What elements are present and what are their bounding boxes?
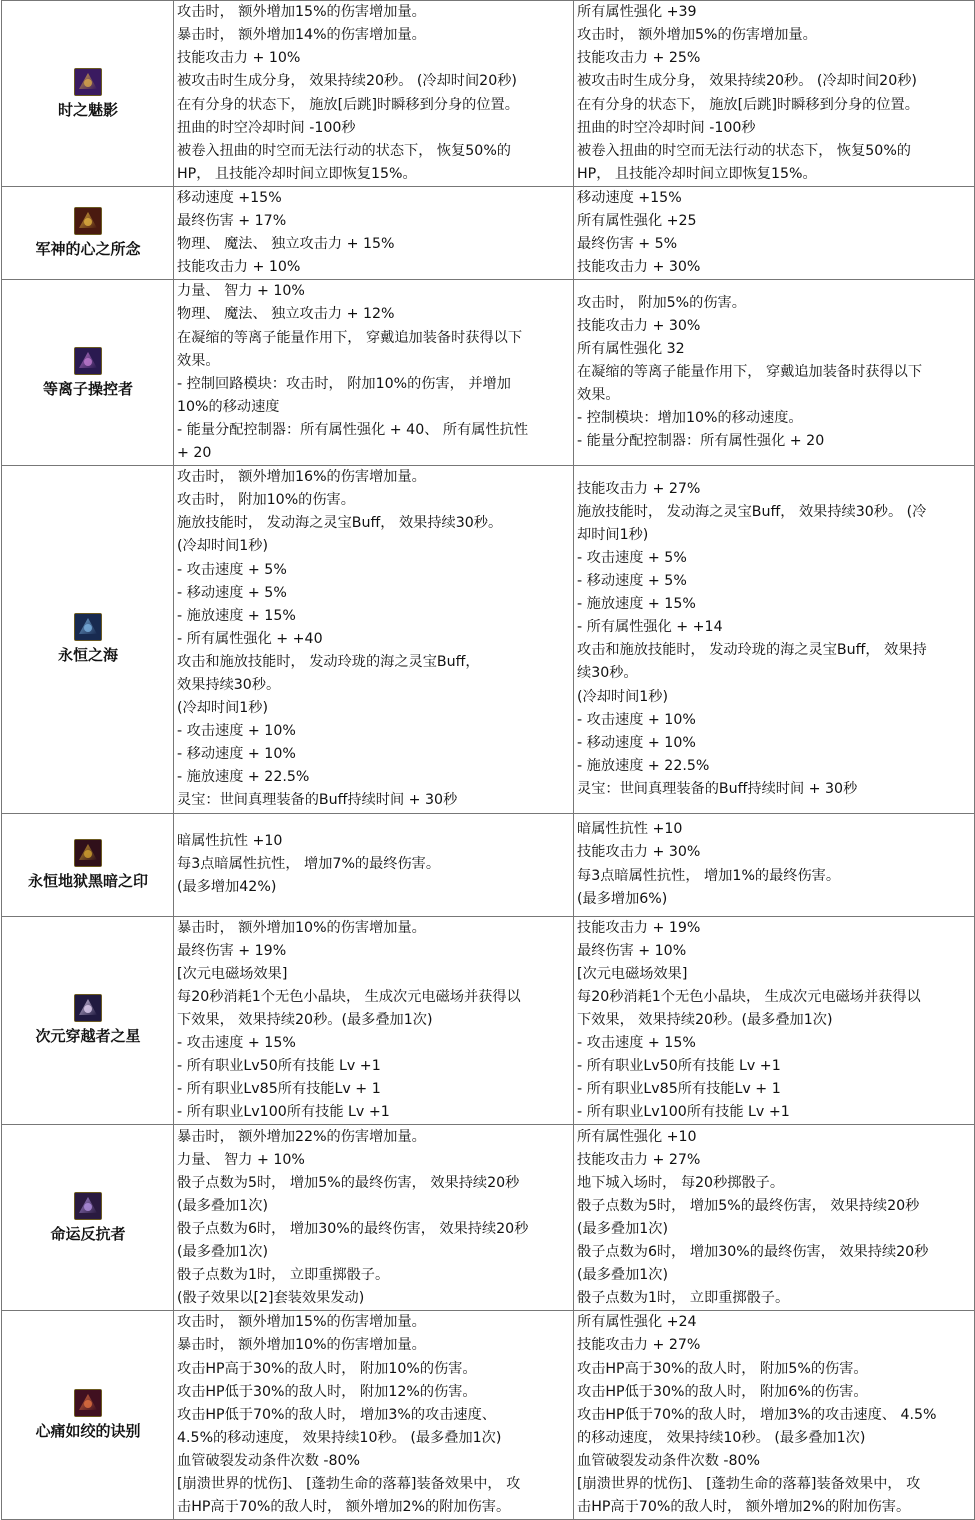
effect-line: 最终伤害 + 17% bbox=[177, 213, 287, 230]
effect-line: 每20秒消耗1个无色小晶块， 生成次元电磁场并获得以 bbox=[177, 988, 521, 1005]
effect-line: 攻击时， 额外增加16%的伤害增加量。 bbox=[177, 469, 426, 486]
effect-cell-original bbox=[174, 466, 574, 813]
effect-line: 效果。 bbox=[177, 352, 220, 369]
equipment-name: 永恒之海 bbox=[57, 646, 118, 665]
effect-line: - 施放速度 + 22.5% bbox=[177, 769, 310, 786]
effect-line: 扭曲的时空冷却时间 -100秒 bbox=[577, 119, 756, 136]
equipment-name-cell bbox=[2, 916, 174, 1125]
effect-line: 10%的移动速度 bbox=[177, 398, 280, 415]
effect-line: 却时间1秒) bbox=[577, 526, 649, 543]
effect-line: 在凝缩的等离子能量作用下， 穿戴追加装备时获得以下 bbox=[177, 329, 523, 346]
equipment-name-cell bbox=[2, 187, 174, 280]
equipment-name: 军神的心之所念 bbox=[35, 240, 141, 259]
effect-line: 攻击HP低于30%的敌人时， 附加6%的伤害。 bbox=[577, 1383, 868, 1400]
effect-line: 被卷入扭曲的时空而无法行动的状态下， 恢复50%的 bbox=[577, 142, 911, 159]
effect-line: (最多叠加1次) bbox=[577, 1220, 669, 1237]
equipment-name: 次元穿越者之星 bbox=[35, 1027, 141, 1046]
effect-cell-upgraded bbox=[574, 1311, 975, 1520]
effect-line: - 移动速度 + 10% bbox=[577, 734, 696, 751]
effect-cell-upgraded bbox=[574, 1, 975, 187]
effect-line: 技能攻击力 + 30% bbox=[577, 259, 701, 276]
effect-line: 技能攻击力 + 10% bbox=[177, 50, 301, 67]
effect-line: + 20 bbox=[177, 445, 212, 462]
equipment-row bbox=[2, 1311, 975, 1520]
equipment-name: 时之魅影 bbox=[57, 100, 118, 119]
effect-line: 技能攻击力 + 30% bbox=[577, 844, 701, 861]
effect-line: [次元电磁场效果] bbox=[577, 965, 688, 982]
effect-cell-upgraded bbox=[574, 813, 975, 916]
effect-line: 地下城入场时， 每20秒掷骰子。 bbox=[577, 1174, 785, 1191]
effect-line: 扭曲的时空冷却时间 -100秒 bbox=[177, 119, 356, 136]
effect-line: 攻击HP高于30%的敌人时， 附加10%的伤害。 bbox=[177, 1360, 477, 1377]
effect-line: 骰子点数为1时， 立即重掷骰子。 bbox=[577, 1290, 790, 1307]
effect-line: 力量、 智力 + 10% bbox=[177, 1151, 305, 1168]
effect-line: 物理、 魔法、 独立攻击力 + 15% bbox=[177, 236, 395, 253]
effect-line: HP， 且技能冷却时间立即恢复15%。 bbox=[577, 165, 817, 182]
effect-line: 暴击时， 额外增加14%的伤害增加量。 bbox=[177, 27, 426, 44]
effect-line: - 所有职业Lv85所有技能Lv + 1 bbox=[177, 1081, 381, 1098]
effect-line: - 攻击速度 + 10% bbox=[577, 711, 696, 728]
effect-line: - 移动速度 + 5% bbox=[577, 573, 687, 590]
equipment-comparison-table bbox=[1, 0, 975, 1520]
effect-line: 技能攻击力 + 19% bbox=[577, 919, 701, 936]
effect-line: 被攻击时生成分身， 效果持续20秒。 (冷却时间20秒) bbox=[177, 73, 517, 90]
equipment-name: 永恒地狱黑暗之印 bbox=[27, 871, 148, 890]
effect-line: - 所有属性强化 + +14 bbox=[577, 619, 723, 636]
effect-line: 血管破裂发动条件次数 -80% bbox=[177, 1452, 361, 1469]
effect-line: 所有属性强化 32 bbox=[577, 341, 685, 358]
effect-cell-original bbox=[174, 1311, 574, 1520]
effect-line: 攻击时， 附加10%的伤害。 bbox=[177, 492, 355, 509]
equipment-name-cell bbox=[2, 1125, 174, 1311]
effect-line: 击HP高于70%的敌人时， 额外增加2%的附加伤害。 bbox=[177, 1499, 511, 1516]
equipment-row bbox=[2, 466, 975, 813]
heartbreaking-farewell-icon bbox=[74, 1389, 102, 1417]
effect-cell-upgraded bbox=[574, 466, 975, 813]
effect-line: 技能攻击力 + 10% bbox=[177, 259, 301, 276]
effect-line: - 施放速度 + 22.5% bbox=[577, 757, 710, 774]
equipment-row bbox=[2, 1, 975, 187]
effect-line: (冷却时间1秒) bbox=[177, 538, 269, 555]
effect-line: - 施放速度 + 15% bbox=[177, 607, 296, 624]
equipment-row bbox=[2, 916, 975, 1125]
effect-line: 下效果， 效果持续20秒。(最多叠加1次) bbox=[177, 1011, 433, 1028]
effect-cell-original bbox=[174, 1125, 574, 1311]
effect-line: (最多增加42%) bbox=[177, 879, 277, 896]
effect-line: - 移动速度 + 10% bbox=[177, 746, 296, 763]
effect-line: 每3点暗属性抗性， 增加1%的最终伤害。 bbox=[577, 867, 841, 884]
equipment-name: 命运反抗者 bbox=[50, 1224, 126, 1243]
effect-line: 骰子点数为6时， 增加30%的最终伤害， 效果持续20秒 bbox=[577, 1243, 929, 1260]
effect-line: 每20秒消耗1个无色小晶块， 生成次元电磁场并获得以 bbox=[577, 988, 921, 1005]
eternal-sea-icon bbox=[74, 613, 102, 641]
effect-line: 的移动速度， 效果持续10秒。 (最多叠加1次) bbox=[577, 1429, 866, 1446]
effect-line: 攻击时， 额外增加15%的伤害增加量。 bbox=[177, 4, 426, 21]
effect-line: 血管破裂发动条件次数 -80% bbox=[577, 1452, 761, 1469]
effect-line: 骰子点数为1时， 立即重掷骰子。 bbox=[177, 1267, 390, 1284]
equipment-row bbox=[2, 187, 975, 280]
effect-line: - 所有职业Lv50所有技能 Lv +1 bbox=[177, 1058, 381, 1075]
effect-line: 所有属性强化 +39 bbox=[577, 4, 697, 21]
effect-line: [崩溃世界的忧伤]、 [蓬勃生命的落幕]装备效果中， 攻 bbox=[177, 1476, 521, 1493]
equipment-name: 等离子操控者 bbox=[42, 379, 133, 398]
equipment-row bbox=[2, 1125, 975, 1311]
effect-line: 技能攻击力 + 30% bbox=[577, 318, 701, 335]
effect-line: 最终伤害 + 19% bbox=[177, 942, 287, 959]
effect-cell-original bbox=[174, 280, 574, 466]
effect-line: (最多叠加1次) bbox=[177, 1243, 269, 1260]
equipment-name-cell bbox=[2, 1311, 174, 1520]
effect-line: - 所有职业Lv50所有技能 Lv +1 bbox=[577, 1058, 781, 1075]
dimension-traveler-star-icon bbox=[74, 994, 102, 1022]
effect-line: 物理、 魔法、 独立攻击力 + 12% bbox=[177, 306, 395, 323]
effect-line: - 所有职业Lv100所有技能 Lv +1 bbox=[177, 1104, 390, 1121]
effect-cell-original bbox=[174, 916, 574, 1125]
effect-line: (冷却时间1秒) bbox=[177, 700, 269, 717]
effect-line: 效果持续30秒。 bbox=[177, 676, 281, 693]
effect-line: 攻击HP高于30%的敌人时， 附加5%的伤害。 bbox=[577, 1360, 868, 1377]
effect-line: 被卷入扭曲的时空而无法行动的状态下， 恢复50%的 bbox=[177, 142, 511, 159]
effect-line: - 所有职业Lv85所有技能Lv + 1 bbox=[577, 1081, 781, 1098]
effect-cell-original bbox=[174, 187, 574, 280]
effect-line: - 能量分配控制器：所有属性强化 + 20 bbox=[577, 433, 825, 450]
eternal-hell-dark-seal-icon bbox=[74, 839, 102, 867]
war-god-heart-icon bbox=[74, 207, 102, 235]
effect-line: 效果。 bbox=[577, 387, 620, 404]
effect-line: 灵宝：世间真理装备的Buff持续时间 + 30秒 bbox=[577, 780, 858, 797]
effect-line: 攻击和施放技能时， 发动玲珑的海之灵宝Buff， 效果持 bbox=[577, 642, 927, 659]
effect-line: - 攻击速度 + 15% bbox=[177, 1035, 296, 1051]
effect-line: 技能攻击力 + 27% bbox=[577, 1337, 701, 1354]
effect-line: 最终伤害 + 5% bbox=[577, 236, 678, 253]
effect-line: 技能攻击力 + 27% bbox=[577, 480, 701, 497]
equipment-name-cell bbox=[2, 280, 174, 466]
effect-line: 移动速度 +15% bbox=[577, 190, 682, 206]
effect-cell-upgraded bbox=[574, 916, 975, 1125]
effect-line: 暗属性抗性 +10 bbox=[577, 821, 683, 838]
effect-line: 攻击HP低于70%的敌人时， 增加3%的攻击速度、 bbox=[177, 1406, 496, 1423]
effect-line: 技能攻击力 + 27% bbox=[577, 1151, 701, 1168]
effect-cell-original bbox=[174, 813, 574, 916]
effect-line: 骰子点数为5时， 增加5%的最终伤害， 效果持续20秒 bbox=[177, 1174, 520, 1191]
effect-line: 攻击和施放技能时， 发动玲珑的海之灵宝Buff， bbox=[177, 653, 480, 670]
effect-line: 击HP高于70%的敌人时， 额外增加2%的附加伤害。 bbox=[577, 1499, 911, 1516]
effect-line: 施放技能时， 发动海之灵宝Buff， 效果持续30秒。 (冷 bbox=[577, 503, 927, 520]
effect-line: - 所有属性强化 + +40 bbox=[177, 630, 323, 647]
effect-line: 在有分身的状态下， 施放[后跳]时瞬移到分身的位置。 bbox=[177, 96, 519, 113]
effect-line: 暗属性抗性 +10 bbox=[177, 832, 283, 849]
effect-line: 所有属性强化 +25 bbox=[577, 213, 697, 230]
effect-line: 续30秒。 bbox=[577, 665, 638, 682]
effect-line: 攻击时， 附加5%的伤害。 bbox=[577, 294, 746, 311]
effect-line: - 攻击速度 + 5% bbox=[577, 549, 687, 566]
effect-line: 在凝缩的等离子能量作用下， 穿戴追加装备时获得以下 bbox=[577, 364, 923, 381]
effect-line: 移动速度 +15% bbox=[177, 190, 282, 206]
effect-line: - 移动速度 + 5% bbox=[177, 584, 287, 601]
effect-line: 骰子点数为6时， 增加30%的最终伤害， 效果持续20秒 bbox=[177, 1220, 529, 1237]
effect-line: 攻击时， 额外增加15%的伤害增加量。 bbox=[177, 1314, 426, 1331]
effect-line: - 攻击速度 + 15% bbox=[577, 1035, 696, 1051]
effect-line: 技能攻击力 + 25% bbox=[577, 50, 701, 67]
effect-line: [崩溃世界的忧伤]、 [蓬勃生命的落幕]装备效果中， 攻 bbox=[577, 1476, 921, 1493]
effect-line: 暴击时， 额外增加10%的伤害增加量。 bbox=[177, 919, 426, 936]
effect-line: - 攻击速度 + 10% bbox=[177, 723, 296, 740]
effect-line: - 所有职业Lv100所有技能 Lv +1 bbox=[577, 1104, 790, 1121]
equipment-name-cell bbox=[2, 813, 174, 916]
equipment-row bbox=[2, 813, 975, 916]
effect-cell-upgraded bbox=[574, 1125, 975, 1311]
effect-line: - 攻击速度 + 5% bbox=[177, 561, 287, 578]
effect-cell-upgraded bbox=[574, 280, 975, 466]
effect-line: 下效果， 效果持续20秒。(最多叠加1次) bbox=[577, 1011, 833, 1028]
plasma-controller-icon bbox=[74, 347, 102, 375]
effect-line: 每3点暗属性抗性， 增加7%的最终伤害。 bbox=[177, 855, 441, 872]
effect-line: 4.5%的移动速度， 效果持续10秒。 (最多叠加1次) bbox=[177, 1429, 502, 1446]
effect-line: [次元电磁场效果] bbox=[177, 965, 288, 982]
effect-line: (最多叠加1次) bbox=[577, 1267, 669, 1284]
effect-line: 被攻击时生成分身， 效果持续20秒。 (冷却时间20秒) bbox=[577, 73, 917, 90]
equipment-row bbox=[2, 280, 975, 466]
effect-line: 攻击HP低于70%的敌人时， 增加3%的攻击速度、 4.5% bbox=[577, 1406, 937, 1423]
effect-line: 力量、 智力 + 10% bbox=[177, 283, 305, 300]
time-phantom-icon bbox=[74, 68, 102, 96]
effect-line: 攻击HP低于30%的敌人时， 附加12%的伤害。 bbox=[177, 1383, 477, 1400]
effect-line: (骰子效果以[2]套装效果发动) bbox=[177, 1290, 365, 1307]
effect-line: - 控制回路模块：攻击时， 附加10%的伤害， 并增加 bbox=[177, 375, 511, 392]
effect-cell-upgraded bbox=[574, 187, 975, 280]
effect-line: 暴击时， 额外增加10%的伤害增加量。 bbox=[177, 1337, 426, 1354]
effect-line: 骰子点数为5时， 增加5%的最终伤害， 效果持续20秒 bbox=[577, 1197, 920, 1214]
effect-line: 灵宝：世间真理装备的Buff持续时间 + 30秒 bbox=[177, 792, 458, 809]
equipment-name: 心痛如绞的诀别 bbox=[35, 1422, 141, 1441]
effect-line: - 施放速度 + 15% bbox=[577, 596, 696, 613]
effect-line: - 控制模块：增加10%的移动速度。 bbox=[577, 410, 803, 427]
effect-line: 在有分身的状态下， 施放[后跳]时瞬移到分身的位置。 bbox=[577, 96, 919, 113]
effect-line: 最终伤害 + 10% bbox=[577, 942, 687, 959]
equipment-name-cell bbox=[2, 1, 174, 187]
fate-resister-icon bbox=[74, 1192, 102, 1220]
effect-line: 所有属性强化 +10 bbox=[577, 1128, 697, 1145]
effect-cell-original bbox=[174, 1, 574, 187]
effect-line: 攻击时， 额外增加5%的伤害增加量。 bbox=[577, 27, 817, 44]
effect-line: - 能量分配控制器：所有属性强化 + 40、 所有属性抗性 bbox=[177, 421, 529, 438]
effect-line: 所有属性强化 +24 bbox=[577, 1314, 697, 1331]
effect-line: (冷却时间1秒) bbox=[577, 688, 669, 705]
effect-line: (最多叠加1次) bbox=[177, 1197, 269, 1214]
effect-line: (最多增加6%) bbox=[577, 890, 668, 907]
effect-line: 施放技能时， 发动海之灵宝Buff， 效果持续30秒。 bbox=[177, 515, 503, 532]
equipment-name-cell bbox=[2, 466, 174, 813]
effect-line: 暴击时， 额外增加22%的伤害增加量。 bbox=[177, 1128, 426, 1145]
effect-line: HP， 且技能冷却时间立即恢复15%。 bbox=[177, 165, 417, 182]
